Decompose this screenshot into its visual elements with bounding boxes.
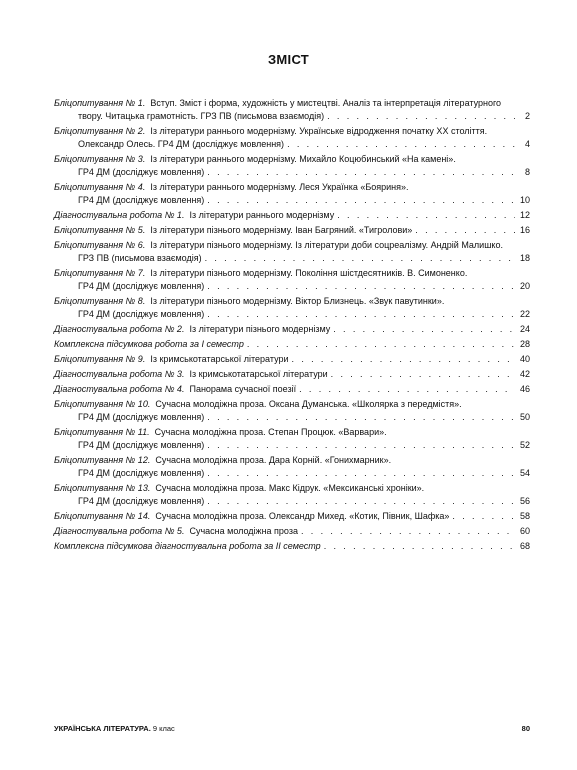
toc-page-number: 40 [519, 354, 530, 364]
toc-entry-text: ГР4 ДМ (досліджує мовлення) [78, 496, 205, 506]
toc-page-number: 2 [524, 111, 530, 121]
toc-page-number: 10 [519, 195, 530, 205]
toc-entry-text: Із літератури пізнього модернізму. Віктор Близнець. «Звук павутинки». [150, 296, 445, 306]
dot-leader [247, 338, 515, 351]
toc-entry[interactable] [54, 368, 530, 381]
toc-entry-line [54, 252, 530, 265]
toc-entry-text: Сучасна молодіжна проза. Олександр Михед. «Котик, Півник, Шафка» [155, 511, 450, 521]
toc-entry[interactable] [54, 239, 530, 265]
toc-entry-line [54, 426, 530, 439]
toc-entry[interactable] [54, 125, 530, 151]
toc-entry-line [54, 166, 530, 179]
toc-entry-line [54, 482, 530, 495]
toc-entry-text: ГР4 ДМ (досліджує мовлення) [78, 309, 205, 319]
toc-entry-text: ГР4 ДМ (досліджує мовлення) [78, 195, 205, 205]
toc-entry-text: Із літератури раннього модернізму. Українське відродження початку ХХ століття. [150, 126, 488, 136]
toc-entry-line [54, 338, 530, 351]
toc-entry-line [54, 181, 530, 194]
footer-grade: 9 клас [152, 724, 175, 733]
toc-entry-line [54, 138, 530, 151]
toc-entry[interactable] [54, 323, 530, 336]
dot-leader [415, 224, 515, 237]
toc-entry-label: Бліцопитування № 7. [54, 268, 146, 278]
toc-entry-label: Бліцопитування № 9. [54, 354, 146, 364]
dot-leader [327, 110, 515, 123]
footer-title [54, 724, 175, 733]
dot-leader [207, 439, 515, 452]
toc-entry-line [54, 368, 530, 381]
dot-leader [207, 495, 515, 508]
toc-entry-label: Бліцопитування № 14. [54, 511, 151, 521]
toc-entry-text: твору. Читацька грамотність. ГРЗ ПВ (письмова взаємодія) [78, 111, 325, 121]
toc-entry-text: Із кримськотатарської літератури [150, 354, 289, 364]
toc-entry[interactable] [54, 97, 530, 123]
toc-entry-line [54, 439, 530, 452]
toc-entry-text: ГР4 ДМ (досліджує мовлення) [78, 440, 205, 450]
toc-entry-line [54, 267, 530, 280]
toc-entry-label: Комплексна підсумкова діагностувальна робота за ІІ семестр [54, 541, 321, 551]
toc-entry[interactable] [54, 540, 530, 553]
toc-page-number: 46 [519, 384, 530, 394]
toc-page-number: 8 [524, 167, 530, 177]
dot-leader [207, 280, 515, 293]
toc-entry-line [54, 495, 530, 508]
toc-page-number: 58 [519, 511, 530, 521]
toc-entry-line [54, 194, 530, 207]
toc-entry-line [54, 411, 530, 424]
toc-entry-text: Сучасна молодіжна проза. Дара Корній. «Гонихмарник». [155, 455, 392, 465]
toc-entry-line [54, 525, 530, 538]
toc-page-number: 60 [519, 526, 530, 536]
toc-entry-line [54, 353, 530, 366]
toc-entry-line [54, 110, 530, 123]
toc-entry-line [54, 467, 530, 480]
toc-entry-text: Із літератури раннього модернізму. Леся Українка «Бояриня». [150, 182, 409, 192]
toc-page-number: 22 [519, 309, 530, 319]
toc-entry-line [54, 295, 530, 308]
toc-entry-label: Діагностувальна робота № 2. [54, 324, 185, 334]
toc-entry[interactable] [54, 383, 530, 396]
toc-entry-line [54, 209, 530, 222]
toc-page-number: 68 [519, 541, 530, 551]
toc-entry-text: Із літератури пізнього модернізму [189, 324, 331, 334]
toc-entry-text: ГР4 ДМ (досліджує мовлення) [78, 281, 205, 291]
footer-subject: УКРАЇНСЬКА ЛІТЕРАТУРА. [54, 724, 151, 733]
toc-page-number: 42 [519, 369, 530, 379]
dot-leader [337, 209, 515, 222]
toc-entry-label: Комплексна підсумкова робота за І семестр [54, 339, 244, 349]
toc-entry-line [54, 125, 530, 138]
toc-page-number: 28 [519, 339, 530, 349]
toc-entry-label: Бліцопитування № 5. [54, 225, 146, 235]
toc-entry-text: Із літератури пізнього модернізму. Іван Багряний. «Тигролови» [150, 225, 413, 235]
toc-entry-text: Олександр Олесь. ГР4 ДМ (досліджує мовлення) [78, 139, 285, 149]
toc-entry-text: Із літератури раннього модернізму [189, 210, 335, 220]
toc-entry[interactable] [54, 454, 530, 480]
toc-entry-text: Із літератури пізнього модернізму. Покоління шістдесятників. В. Симоненко. [150, 268, 468, 278]
toc-entry-text: Сучасна молодіжна проза [189, 526, 298, 536]
toc-entry-line [54, 383, 530, 396]
toc-page-number: 12 [519, 210, 530, 220]
toc-page-number: 20 [519, 281, 530, 291]
toc-entry[interactable] [54, 209, 530, 222]
toc-entry[interactable] [54, 398, 530, 424]
page-footer [54, 724, 530, 733]
toc-entry-line [54, 153, 530, 166]
toc-entry[interactable] [54, 224, 530, 237]
toc-page-number: 54 [519, 468, 530, 478]
toc-entry[interactable] [54, 267, 530, 293]
toc-entry[interactable] [54, 295, 530, 321]
toc-entry-text: Вступ. Зміст і форма, художність у мистецтві. Аналіз та інтерпретація літературного [150, 98, 502, 108]
toc-entry-line [54, 323, 530, 336]
dot-leader [287, 138, 515, 151]
toc-entry[interactable] [54, 153, 530, 179]
dot-leader [301, 525, 515, 538]
dot-leader [207, 194, 515, 207]
page-number: 80 [521, 724, 530, 733]
toc-entry-label: Бліцопитування № 4. [54, 182, 146, 192]
toc-entry-line [54, 308, 530, 321]
toc-entry[interactable] [54, 482, 530, 508]
toc-entry-label: Бліцопитування № 2. [54, 126, 146, 136]
toc-entry-text: Із літератури раннього модернізму. Михайло Коцюбинський «На камені». [150, 154, 456, 164]
toc-entry-text: ГР4 ДМ (досліджує мовлення) [78, 167, 205, 177]
toc-page-number: 50 [519, 412, 530, 422]
toc-entry-label: Бліцопитування № 13. [54, 483, 151, 493]
toc-entry-text: Із літератури пізнього модернізму. Із літератури доби соцреалізму. Андрій Малишко. [150, 240, 503, 250]
toc-entry-label: Бліцопитування № 1. [54, 98, 146, 108]
toc-entry-line [54, 454, 530, 467]
toc-entry-text: Із кримськотатарської літератури [189, 369, 328, 379]
dot-leader [207, 411, 515, 424]
toc-entry[interactable] [54, 353, 530, 366]
toc-entry-label: Діагностувальна робота № 1. [54, 210, 185, 220]
toc-entry[interactable] [54, 181, 530, 207]
toc-entry[interactable] [54, 510, 530, 523]
toc-entry-text: Сучасна молодіжна проза. Степан Процюк. «Варвари». [154, 427, 387, 437]
toc-entry-line [54, 280, 530, 293]
dot-leader [299, 383, 515, 396]
dot-leader [207, 467, 515, 480]
dot-leader [207, 166, 515, 179]
dot-leader [207, 308, 515, 321]
toc-entry[interactable] [54, 338, 530, 351]
toc-page-number: 56 [519, 496, 530, 506]
toc-entry-text: ГР4 ДМ (досліджує мовлення) [78, 468, 205, 478]
toc-entry-text: ГР4 ДМ (досліджує мовлення) [78, 412, 205, 422]
toc-page-number: 16 [519, 225, 530, 235]
toc-entry-label: Бліцопитування № 12. [54, 455, 151, 465]
dot-leader [324, 540, 515, 553]
toc-entry-line [54, 239, 530, 252]
toc-entry-text: ГРЗ ПВ (письмова взаємодія) [78, 253, 202, 263]
dot-leader [292, 353, 515, 366]
dot-leader [333, 323, 515, 336]
dot-leader [205, 252, 515, 265]
toc-page-number: 4 [524, 139, 530, 149]
dot-leader [452, 510, 515, 523]
toc-entry-label: Бліцопитування № 6. [54, 240, 146, 250]
toc-entry-label: Бліцопитування № 8. [54, 296, 146, 306]
toc-page-number: 24 [519, 324, 530, 334]
toc-entry-text: Сучасна молодіжна проза. Оксана Думанська. «Школярка з передмістя». [155, 399, 462, 409]
dot-leader [331, 368, 515, 381]
toc-entry-label: Діагностувальна робота № 4. [54, 384, 185, 394]
toc-entry-line [54, 97, 530, 110]
toc-entry-label: Діагностувальна робота № 3. [54, 369, 185, 379]
toc-entry-line [54, 510, 530, 523]
toc-page-number: 18 [519, 253, 530, 263]
toc-entry-label: Бліцопитування № 11. [54, 427, 150, 437]
table-of-contents [54, 97, 530, 555]
toc-entry-text: Панорама сучасної поезії [189, 384, 297, 394]
toc-entry-label: Діагностувальна робота № 5. [54, 526, 185, 536]
toc-entry-line [54, 398, 530, 411]
toc-page-number: 52 [519, 440, 530, 450]
toc-entry[interactable] [54, 426, 530, 452]
toc-entry-text: Сучасна молодіжна проза. Макс Кідрук. «Мексиканські хроніки». [155, 483, 425, 493]
page-title: ЗМІСТ [267, 52, 310, 67]
toc-entry-label: Бліцопитування № 10. [54, 399, 151, 409]
toc-entry-line [54, 224, 530, 237]
toc-entry[interactable] [54, 525, 530, 538]
toc-entry-line [54, 540, 530, 553]
toc-entry-label: Бліцопитування № 3. [54, 154, 146, 164]
